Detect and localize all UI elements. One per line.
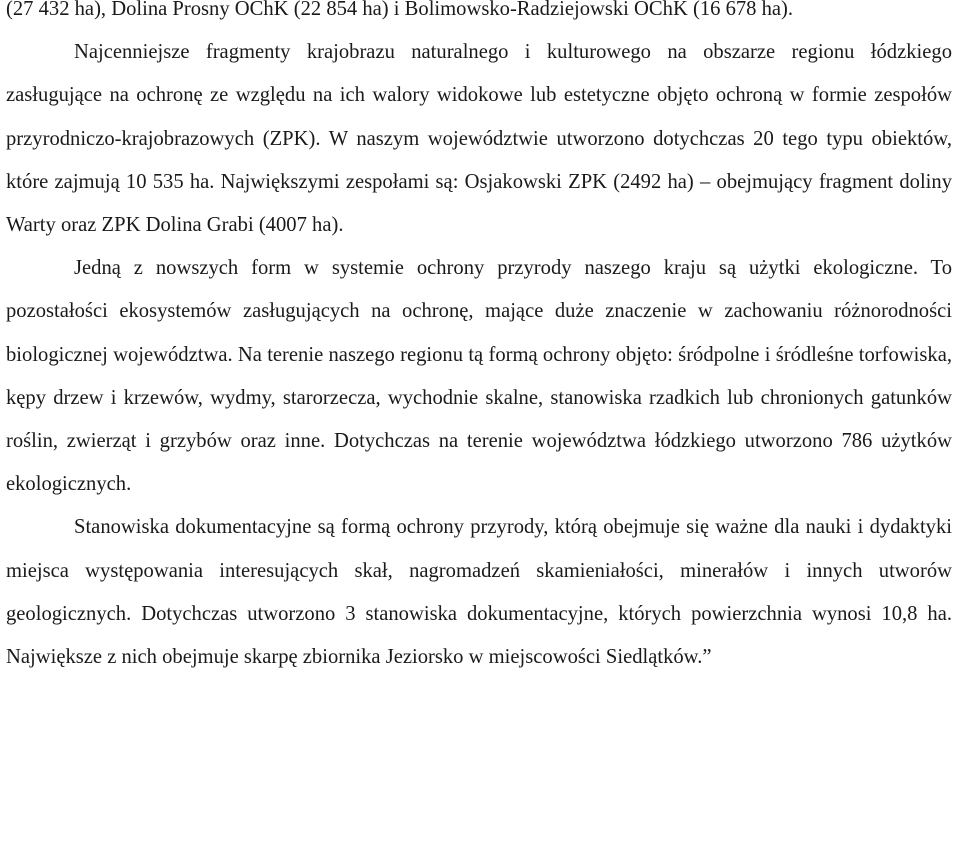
document-body <box>6 0 952 679</box>
paragraph-continuation: (27 432 ha), Dolina Prosny OChK (22 854 ha) i Bolimowsko-Radziejowski OChK (16 678 ha). <box>6 0 794 20</box>
paragraph-stanowiska-dokumentacyjne: Stanowiska dokumentacyjne są formą ochrony przyrody, którą obejmuje się ważne dla nauki i dydaktyki miejsca występowania interesujących skał, nagromadzeń skamieniałości, minerałów i innych utworów geologicznych. Dotychczas utworzono 3 stanowiska dokumentacyjne, których powierzchnia wynosi 10,8 ha. Największe z nich obejmuje skarpę zbiornika Jeziorsko w miejscowości Siedlątków.” <box>6 516 952 669</box>
paragraph-zpk: Najcenniejsze fragmenty krajobrazu naturalnego i kulturowego na obszarze regionu łódzkiego zasługujące na ochronę ze względu na ich walory widokowe lub estetyczne objęto ochroną w formie zespołów przyrodniczo-krajobrazowych (ZPK). W naszym województwie utworzono dotychczas 20 tego typu obiektów, które zajmują 10 535 ha. Największymi zespołami są: Osjakowski ZPK (2492 ha) – obejmujący fragment doliny Warty oraz ZPK Dolina Grabi (4007 ha). <box>6 41 952 237</box>
paragraph-uzytki-ekologiczne: Jedną z nowszych form w systemie ochrony przyrody naszego kraju są użytki ekologiczne. To pozostałości ekosystemów zasługujących na ochronę, mające duże znaczenie w zachowaniu różnorodności biologicznej województwa. Na terenie naszego regionu tą formą ochrony objęto: śródpolne i śródleśne torfowiska, kępy drzew i krzewów, wydmy, starorzecza, wychodnie skalne, stanowiska rzadkich lub chronionych gatunków roślin, zwierząt i grzybów oraz inne. Dotychczas na terenie województwa łódzkiego utworzono 786 użytków ekologicznych. <box>6 257 952 496</box>
